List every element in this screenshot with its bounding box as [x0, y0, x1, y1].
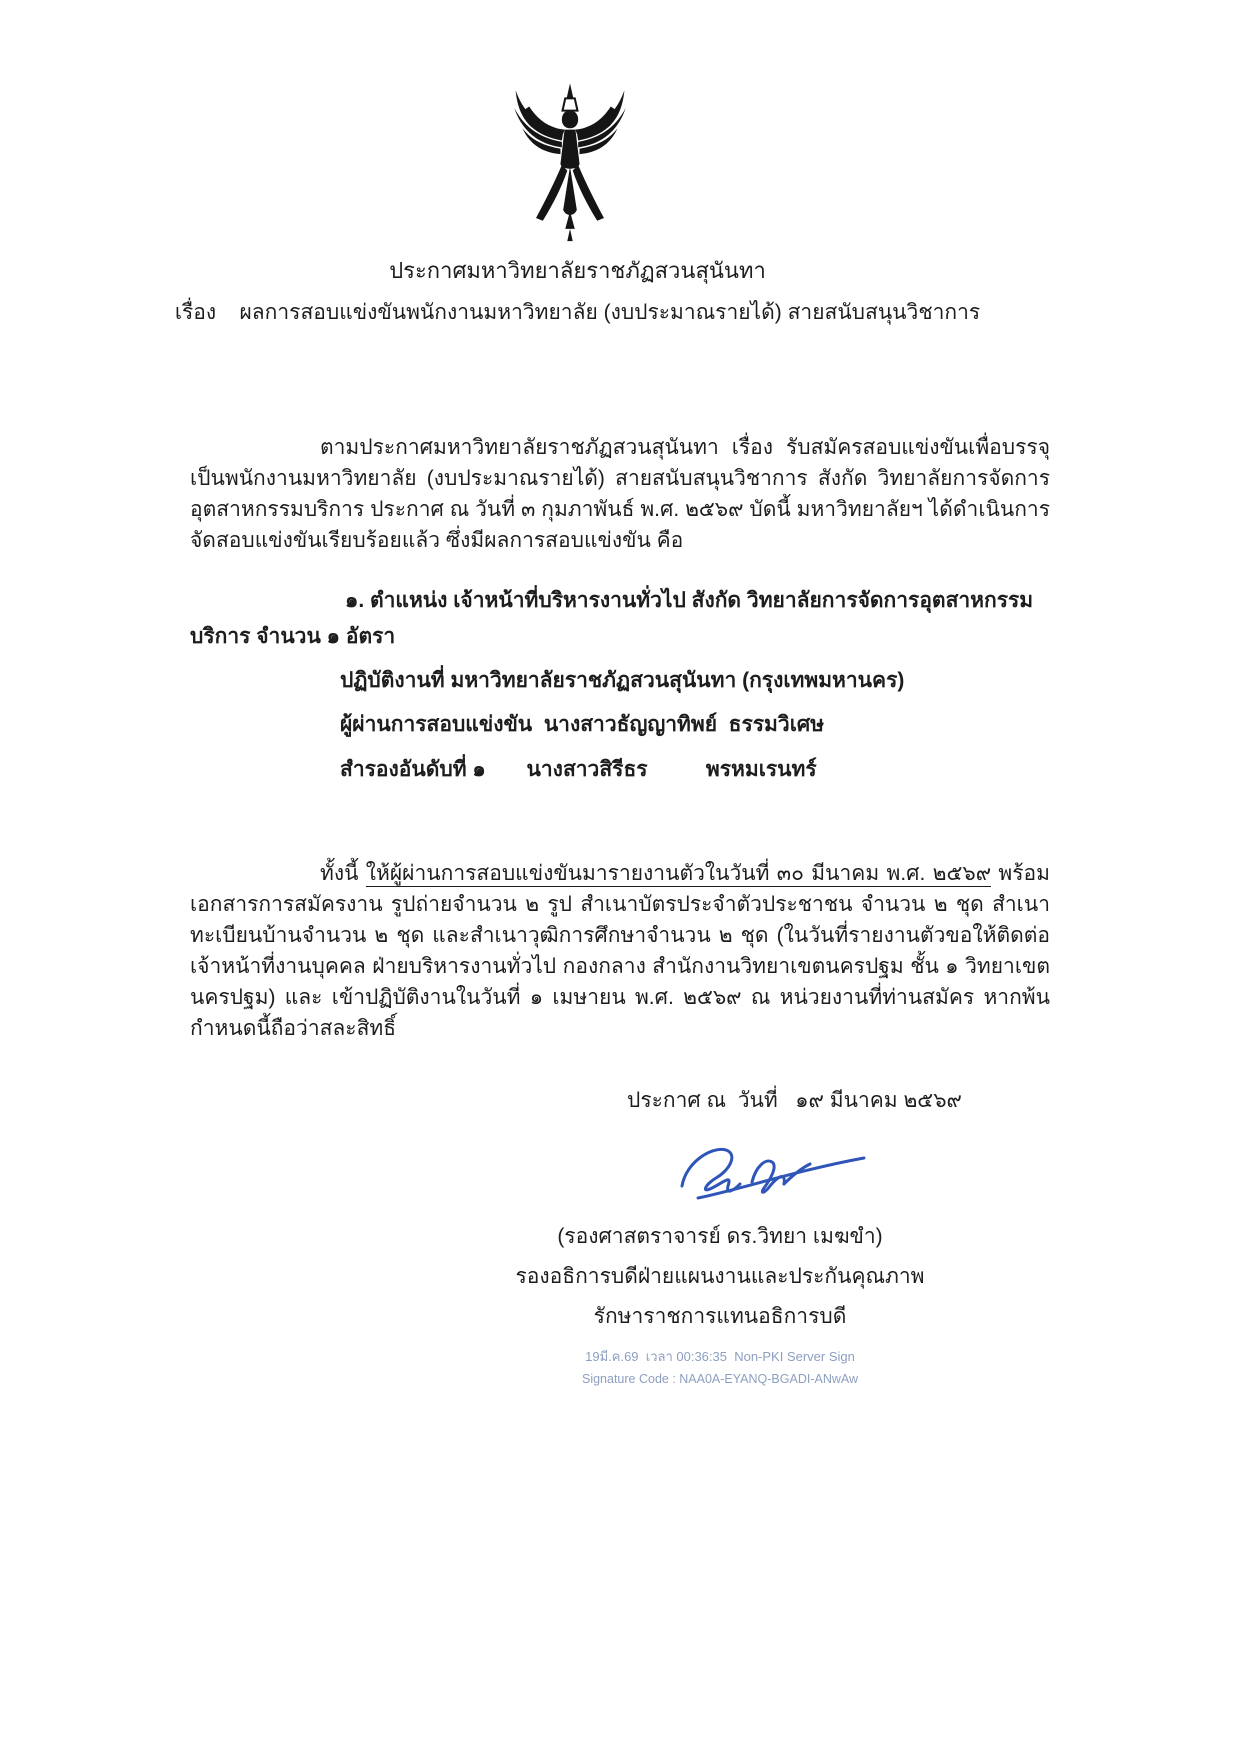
- exam-passer-line: ผู้ผ่านการสอบแข่งขัน นางสาวธัญญาทิพย์ ธรรมวิเศษ: [340, 713, 825, 736]
- closing-suffix: พร้อมเอกสารการสมัครงาน รูปถ่ายจำนวน ๒ รูป สำเนาบัตรประจำตัวประชาชน จำนวน ๒ ชุด สำเนาทะเบียนบ้านจำนวน ๒ ชุด และสำเนาวุฒิการศึกษาจำนวน ๒ ชุด (ในวันที่รายงานตัวขอให้ติดต่อเจ้าหน้าที่งานบุคคล ฝ่ายบริหารงานทั่วไป กองกลาง สำนักงานวิทยาเขตนครปฐม ชั้น ๑ วิทยาเขตนครปฐม) และ เข้าปฏิบัติงานในวันที่ ๑ เมษายน พ.ศ. ๒๕๖๙ ณ หน่วยงานที่ท่านสมัคร หากพ้นกำหนดนี้ถือว่าสละสิทธิ์: [190, 862, 1050, 1040]
- signer-name: (รองศาสตราจารย์ ดร.วิทยา เมฆขำ): [557, 1225, 883, 1248]
- signature-image: [668, 1136, 880, 1224]
- digital-signature-code: Signature Code : NAA0A-EYANQ-BGADI-ANwAw: [581, 1372, 859, 1386]
- report-date-underlined: ให้ผู้ผ่านการสอบแข่งขันมารายงานตัวในวันที่ ๓๐ มีนาคม พ.ศ. ๒๕๖๙: [365, 862, 992, 885]
- announcement-date-line: ประกาศ ณ วันที่ ๑๙ มีนาคม ๒๕๖๙: [627, 1089, 962, 1112]
- garuda-emblem: [502, 82, 638, 248]
- work-location-line: ปฏิบัติงานที่ มหาวิทยาลัยราชภัฏสวนสุนันทา (กรุงเทพมหานคร): [340, 669, 905, 692]
- reserve-candidate-line: สำรองอันดับที่ ๑ นางสาวสิรีธร พรหมเรนทร์: [340, 758, 817, 781]
- closing-prefix: ทั้งนี้: [320, 862, 366, 885]
- closing-paragraph: [190, 858, 1050, 1044]
- document-title: ประกาศมหาวิทยาลัยราชภัฏสวนสุนันทา: [389, 258, 766, 283]
- signer-position: รองอธิการบดีฝ่ายแผนงานและประกันคุณภาพ: [515, 1265, 925, 1288]
- document-subject: เรื่อง ผลการสอบแข่งขันพนักงานมหาวิทยาลัย (งบประมาณรายได้) สายสนับสนุนวิชาการ: [174, 301, 981, 324]
- digital-sign-timestamp: 19มี.ค.69 เวลา 00:36:35 Non-PKI Server Sign: [585, 1349, 855, 1364]
- signoff-block: [480, 1222, 960, 1390]
- intro-paragraph: ตามประกาศมหาวิทยาลัยราชภัฏสวนสุนันทา เรื่อง รับสมัครสอบแข่งขันเพื่อบรรจุเป็นพนักงานมหาวิทยาลัย (งบประมาณรายได้) สายสนับสนุนวิชาการ สังกัด วิทยาลัยการจัดการอุตสาหกรรมบริการ ประกาศ ณ วันที่ ๓ กุมภาพันธ์ พ.ศ. ๒๕๖๙ บัดนี้ มหาวิทยาลัยฯ ได้ดำเนินการจัดสอบแข่งขันเรียบร้อยแล้ว ซึ่งมีผลการสอบแข่งขัน คือ: [190, 436, 1050, 552]
- result-position-item: ๑. ตำแหน่ง เจ้าหน้าที่บริหารงานทั่วไป สังกัด วิทยาลัยการจัดการอุตสาหกรรมบริการ จำนวน ๑ อัตรา: [190, 589, 1034, 648]
- signer-acting-title: รักษาราชการแทนอธิการบดี: [593, 1305, 847, 1328]
